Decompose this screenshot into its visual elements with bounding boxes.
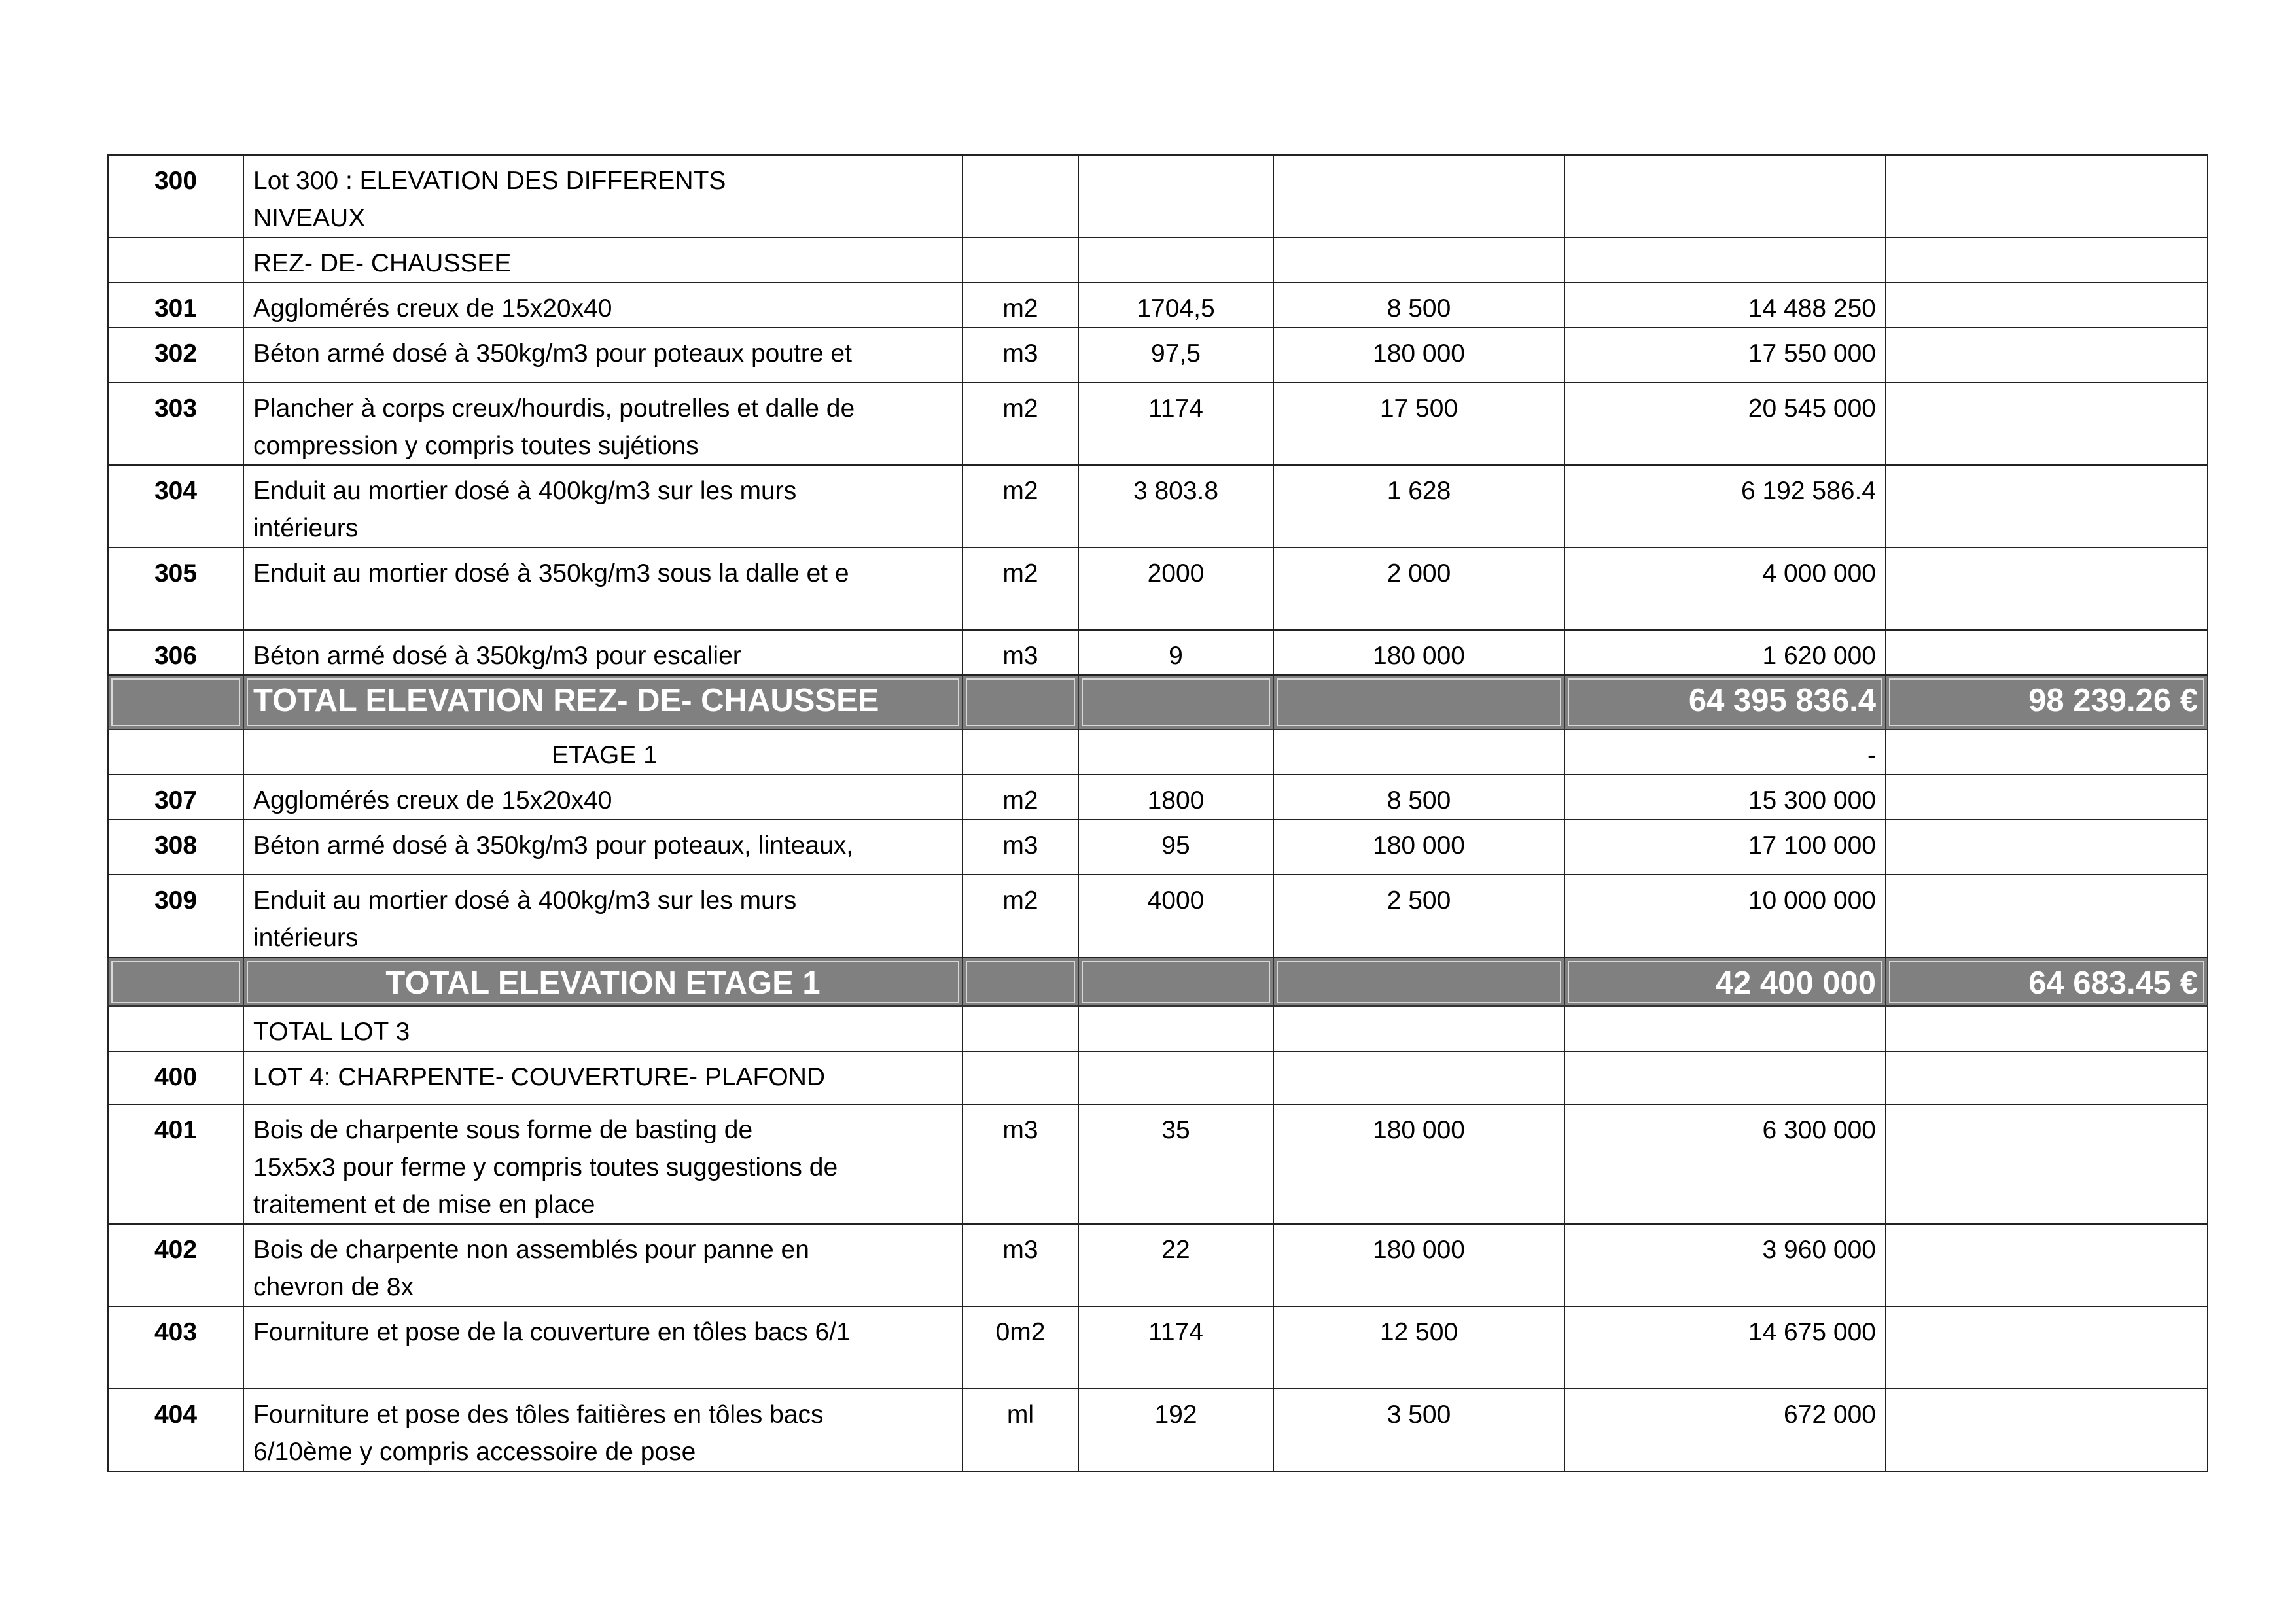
quantity-cell: 97,5 (1078, 328, 1273, 383)
item-code: 403 (108, 1306, 243, 1389)
item-description (243, 465, 963, 548)
amount-cell (1564, 1006, 1886, 1051)
unit-cell (963, 237, 1078, 283)
description-line: 15x5x3 pour ferme y compris toutes suggestions de (253, 1153, 838, 1181)
amount-cell (1564, 155, 1886, 237)
item-code: 301 (108, 283, 243, 328)
total-label: TOTAL ELEVATION ETAGE 1 (243, 958, 963, 1006)
unit-cell: m2 (963, 548, 1078, 630)
amount-cell: 3 960 000 (1564, 1224, 1886, 1306)
section-title (243, 237, 963, 283)
item-code (108, 675, 243, 729)
unit-cell: m3 (963, 630, 1078, 675)
euro-cell (1886, 630, 2208, 675)
quantity-cell: 3 803.8 (1078, 465, 1273, 548)
unit-price-cell: 180 000 (1273, 630, 1564, 675)
unit-price-cell (1273, 237, 1564, 283)
euro-cell (1886, 283, 2208, 328)
unit-price-cell: 180 000 (1273, 328, 1564, 383)
section-row (108, 237, 2208, 283)
unit-price-cell (1273, 155, 1564, 237)
description-line: Lot 300 : ELEVATION DES DIFFERENTS (253, 167, 726, 195)
item-code: 404 (108, 1389, 243, 1471)
total-label: TOTAL ELEVATION REZ- DE- CHAUSSEE (243, 675, 963, 729)
euro-cell (1886, 465, 2208, 548)
quantity-cell: 22 (1078, 1224, 1273, 1306)
unit-price-cell: 17 500 (1273, 383, 1564, 465)
item-code: 307 (108, 775, 243, 820)
quantity-cell (1078, 155, 1273, 237)
euro-cell (1886, 875, 2208, 958)
quantity-cell (1078, 729, 1273, 775)
quantity-cell (1078, 237, 1273, 283)
amount-cell (1564, 1051, 1886, 1104)
quantity-cell: 9 (1078, 630, 1273, 675)
item-description (243, 1389, 963, 1471)
description-line: Bois de charpente sous forme de basting de (253, 1116, 753, 1144)
unit-price-cell: 8 500 (1273, 775, 1564, 820)
description-line: Enduit au mortier dosé à 400kg/m3 sur les murs (253, 477, 797, 505)
total-amount: 64 395 836.4 (1564, 675, 1886, 729)
amount-cell: 6 192 586.4 (1564, 465, 1886, 548)
item-code: 306 (108, 630, 243, 675)
item-description (243, 383, 963, 465)
description-line: REZ- DE- CHAUSSEE (253, 249, 512, 277)
euro-cell (1886, 729, 2208, 775)
description-line: ETAGE 1 (552, 741, 658, 769)
description-line: Fourniture et pose de la couverture en tôles bacs 6/1 (253, 1318, 851, 1346)
description-line: intérieurs (253, 514, 359, 542)
unit-cell: ml (963, 1389, 1078, 1471)
quantity-cell (1078, 675, 1273, 729)
description-line: chevron de 8x (253, 1273, 414, 1301)
amount-cell: 17 100 000 (1564, 820, 1886, 875)
description-line: Fourniture et pose des tôles faitières en tôles bacs (253, 1401, 824, 1429)
item-description (243, 1104, 963, 1224)
item-description (243, 775, 963, 820)
unit-cell (963, 729, 1078, 775)
euro-cell (1886, 548, 2208, 630)
quantity-cell: 1704,5 (1078, 283, 1273, 328)
section-row (108, 729, 2208, 775)
unit-price-cell: 2 000 (1273, 548, 1564, 630)
unit-cell (963, 155, 1078, 237)
table-row (108, 155, 2208, 237)
amount-cell: 14 488 250 (1564, 283, 1886, 328)
amount-cell: 1 620 000 (1564, 630, 1886, 675)
item-description (243, 548, 963, 630)
unit-cell: m2 (963, 775, 1078, 820)
quantity-cell: 95 (1078, 820, 1273, 875)
euro-cell (1886, 1051, 2208, 1104)
table-row (108, 283, 2208, 328)
item-description (243, 283, 963, 328)
table-row (108, 1051, 2208, 1104)
item-description (243, 328, 963, 383)
unit-cell: m2 (963, 875, 1078, 958)
unit-cell: m2 (963, 283, 1078, 328)
table-row (108, 1224, 2208, 1306)
description-line: Agglomérés creux de 15x20x40 (253, 294, 612, 323)
table-row (108, 1306, 2208, 1389)
description-line: NIVEAUX (253, 204, 366, 232)
description-line: Plancher à corps creux/hourdis, poutrelles et dalle de (253, 394, 855, 423)
quantity-cell: 4000 (1078, 875, 1273, 958)
euro-cell (1886, 1104, 2208, 1224)
amount-cell: 20 545 000 (1564, 383, 1886, 465)
table-row (108, 383, 2208, 465)
table-row (108, 465, 2208, 548)
unit-price-cell: 2 500 (1273, 875, 1564, 958)
item-code: 305 (108, 548, 243, 630)
table-row (108, 548, 2208, 630)
item-description (243, 1306, 963, 1389)
unit-price-cell: 180 000 (1273, 1224, 1564, 1306)
description-line: intérieurs (253, 924, 359, 952)
amount-cell: 672 000 (1564, 1389, 1886, 1471)
amount-cell: 10 000 000 (1564, 875, 1886, 958)
amount-cell: 15 300 000 (1564, 775, 1886, 820)
description-line: Bois de charpente non assemblés pour panne en (253, 1236, 809, 1264)
item-code: 402 (108, 1224, 243, 1306)
table-row (108, 775, 2208, 820)
total-amount: 42 400 000 (1564, 958, 1886, 1006)
item-code: 309 (108, 875, 243, 958)
quantity-cell: 192 (1078, 1389, 1273, 1471)
table-row (108, 328, 2208, 383)
item-code (108, 958, 243, 1006)
description-line: Enduit au mortier dosé à 400kg/m3 sur les murs (253, 886, 797, 915)
item-description (243, 630, 963, 675)
section-row (108, 1006, 2208, 1051)
total-euro: 64 683.45 € (1886, 958, 2208, 1006)
unit-price-cell: 3 500 (1273, 1389, 1564, 1471)
quantity-cell (1078, 958, 1273, 1006)
unit-cell (963, 675, 1078, 729)
amount-cell: 14 675 000 (1564, 1306, 1886, 1389)
section-title (243, 729, 963, 775)
item-code: 401 (108, 1104, 243, 1224)
unit-cell: 0m2 (963, 1306, 1078, 1389)
item-description (243, 155, 963, 237)
item-code (108, 237, 243, 283)
unit-price-cell (1273, 1051, 1564, 1104)
unit-price-cell: 1 628 (1273, 465, 1564, 548)
description-line: Béton armé dosé à 350kg/m3 pour poteaux poutre et (253, 340, 852, 368)
item-code: 303 (108, 383, 243, 465)
quantity-cell: 1174 (1078, 383, 1273, 465)
amount-cell (1564, 237, 1886, 283)
unit-price-cell (1273, 958, 1564, 1006)
unit-cell: m3 (963, 1224, 1078, 1306)
unit-cell: m2 (963, 383, 1078, 465)
quantity-cell: 2000 (1078, 548, 1273, 630)
total-euro: 98 239.26 € (1886, 675, 2208, 729)
description-line: compression y compris toutes sujétions (253, 432, 699, 460)
total-row (108, 958, 2208, 1006)
item-code (108, 729, 243, 775)
table-row (108, 1104, 2208, 1224)
euro-cell (1886, 1389, 2208, 1471)
description-line: TOTAL LOT 3 (253, 1018, 410, 1046)
unit-price-cell: 180 000 (1273, 820, 1564, 875)
quantity-cell: 1174 (1078, 1306, 1273, 1389)
amount-cell: 17 550 000 (1564, 328, 1886, 383)
euro-cell (1886, 237, 2208, 283)
table-row (108, 1389, 2208, 1471)
description-line: Agglomérés creux de 15x20x40 (253, 786, 612, 814)
section-title (243, 1006, 963, 1051)
item-code: 302 (108, 328, 243, 383)
item-description (243, 1224, 963, 1306)
quantity-cell: 1800 (1078, 775, 1273, 820)
description-line: traitement et de mise en place (253, 1191, 595, 1219)
unit-price-cell (1273, 729, 1564, 775)
unit-price-cell: 8 500 (1273, 283, 1564, 328)
unit-cell: m3 (963, 820, 1078, 875)
estimate-table (107, 154, 2208, 1472)
euro-cell (1886, 383, 2208, 465)
description-line: Béton armé dosé à 350kg/m3 pour escalier (253, 642, 741, 670)
unit-cell (963, 1051, 1078, 1104)
item-description (243, 875, 963, 958)
unit-cell: m3 (963, 328, 1078, 383)
quantity-cell: 35 (1078, 1104, 1273, 1224)
item-description (243, 820, 963, 875)
total-row (108, 675, 2208, 729)
euro-cell (1886, 775, 2208, 820)
unit-price-cell: 180 000 (1273, 1104, 1564, 1224)
euro-cell (1886, 328, 2208, 383)
description-line: LOT 4: CHARPENTE- COUVERTURE- PLAFOND (253, 1063, 826, 1091)
table-row (108, 875, 2208, 958)
quantity-cell (1078, 1006, 1273, 1051)
amount-cell: 4 000 000 (1564, 548, 1886, 630)
unit-cell (963, 1006, 1078, 1051)
euro-cell (1886, 1006, 2208, 1051)
euro-cell (1886, 155, 2208, 237)
table-row (108, 630, 2208, 675)
unit-price-cell (1273, 1006, 1564, 1051)
description-line: 6/10ème y compris accessoire de pose (253, 1438, 696, 1466)
quantity-cell (1078, 1051, 1273, 1104)
euro-cell (1886, 1224, 2208, 1306)
item-code: 304 (108, 465, 243, 548)
item-code (108, 1006, 243, 1051)
amount-cell: 6 300 000 (1564, 1104, 1886, 1224)
table-row (108, 820, 2208, 875)
amount-cell: - (1564, 729, 1886, 775)
description-line: Enduit au mortier dosé à 350kg/m3 sous la dalle et e (253, 559, 849, 587)
unit-price-cell (1273, 675, 1564, 729)
unit-price-cell: 12 500 (1273, 1306, 1564, 1389)
euro-cell (1886, 820, 2208, 875)
euro-cell (1886, 1306, 2208, 1389)
item-description (243, 1051, 963, 1104)
item-code: 400 (108, 1051, 243, 1104)
item-code: 308 (108, 820, 243, 875)
unit-cell: m2 (963, 465, 1078, 548)
description-line: Béton armé dosé à 350kg/m3 pour poteaux, linteaux, (253, 831, 854, 860)
unit-cell: m3 (963, 1104, 1078, 1224)
item-code: 300 (108, 155, 243, 237)
unit-cell (963, 958, 1078, 1006)
